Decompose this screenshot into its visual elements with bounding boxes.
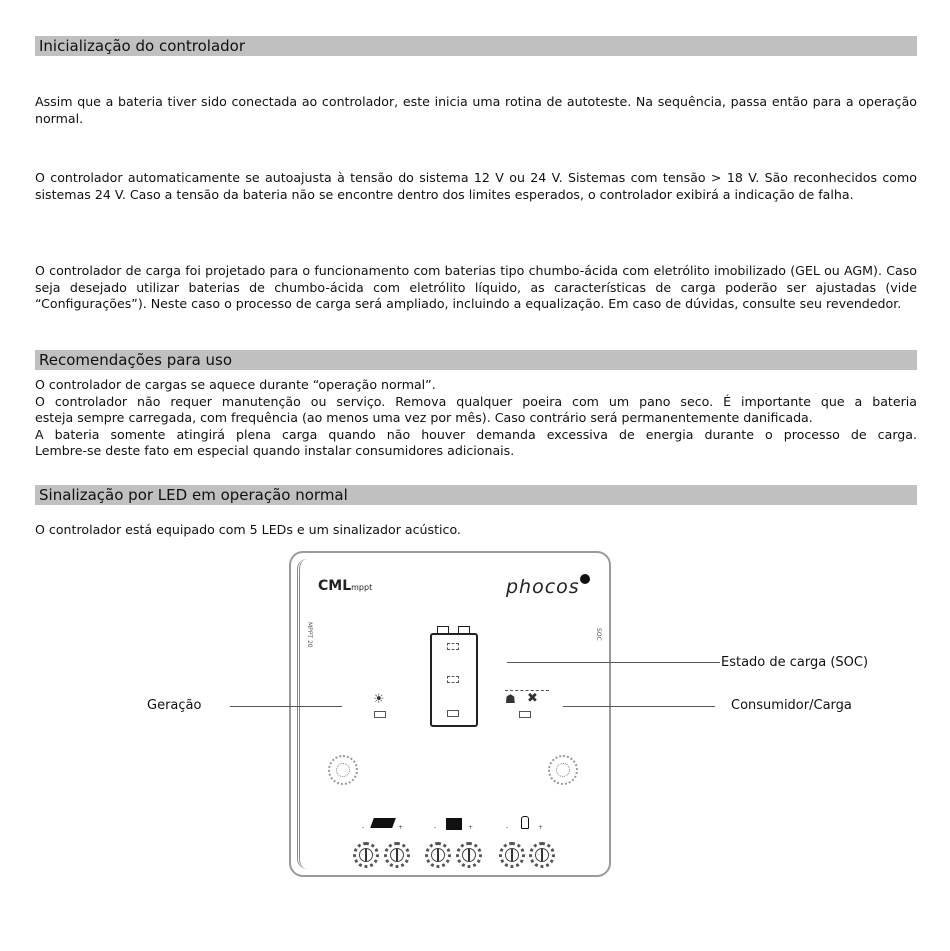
callout-line-load bbox=[563, 706, 715, 707]
load-led bbox=[519, 711, 531, 718]
callout-label-load: Consumidor/Carga bbox=[731, 698, 852, 713]
paragraph-self-test: Assim que a bateria tiver sido conectada ao controlador, este inicia uma rotina de autoteste. Na sequência, passa então para a operação normal. bbox=[35, 94, 917, 126]
battery-terminal-right bbox=[458, 626, 470, 633]
recommendation-line: O controlador de cargas se aquece durante “operação normal”. bbox=[35, 377, 436, 392]
terminal-screw-load-plus bbox=[529, 842, 555, 868]
solar-panel-icon bbox=[370, 818, 396, 828]
load-off-icon: ✖ bbox=[527, 691, 538, 706]
side-label-left: MPPT 20 bbox=[306, 622, 313, 648]
brand-dot-icon bbox=[580, 574, 590, 584]
brand-model-text: CML bbox=[318, 578, 352, 594]
callout-line-generation bbox=[230, 706, 342, 707]
terminal-pv-plus-label: + bbox=[398, 824, 404, 831]
brand-name-logo: phocos bbox=[506, 576, 580, 598]
soc-led-low bbox=[447, 710, 459, 717]
paragraph-voltage-adjust: O controlador automaticamente se autoajusta à tensão do sistema 12 V ou 24 V. Sistemas com tensão > 18 V. São reconhecidos como sistemas 24 V. Caso a tensão da bateria não se encontre dentro dos limites esperados, o controlador exibirá a indicação de falha. bbox=[35, 170, 917, 202]
terminal-battery-minus-label: - bbox=[434, 824, 437, 831]
terminal-screw-load-minus bbox=[499, 842, 525, 868]
load-on-icon: ☗ bbox=[505, 692, 516, 706]
lamp-icon bbox=[521, 816, 529, 829]
terminal-load-minus-label: - bbox=[506, 824, 509, 831]
battery-terminal-left bbox=[437, 626, 449, 633]
recommendation-line: Lembre-se deste fato em especial quando instalar consumidores adicionais. bbox=[35, 443, 515, 458]
section-header-recommendations: Recomendações para uso bbox=[35, 350, 917, 370]
terminal-load-plus-label: + bbox=[538, 824, 544, 831]
callout-label-soc: Estado de carga (SOC) bbox=[721, 655, 869, 670]
paragraph-leds: O controlador está equipado com 5 LEDs e um sinalizador acústico. bbox=[35, 522, 461, 537]
generation-led bbox=[374, 711, 386, 718]
mounting-hole-right bbox=[548, 755, 578, 785]
callout-label-generation: Geração bbox=[147, 698, 202, 713]
terminal-battery-plus-label: + bbox=[468, 824, 474, 831]
terminal-screw-pv-minus bbox=[353, 842, 379, 868]
mounting-hole-left bbox=[328, 755, 358, 785]
sun-icon: ☀ bbox=[373, 692, 385, 707]
brand-model-logo bbox=[318, 578, 372, 594]
soc-led-high bbox=[447, 643, 459, 650]
recommendation-line: O controlador não requer manutenção ou serviço. Remova qualquer poeira com um pano seco. É importante que a bateria bbox=[35, 393, 917, 409]
battery-icon bbox=[446, 818, 462, 830]
paragraph-battery-type: O controlador de carga foi projetado para o funcionamento com baterias tipo chumbo-ácida com eletrólito imobilizado (GEL ou AGM). Caso seja desejado utilizar baterias de chumbo-ácida com eletrólito líquido, as características de carga poderão ser ajustadas (vide “Configurações”). Neste caso o processo de carga será ampliado, incluindo a equalização. Em caso de dúvidas, consulte seu revendedor. bbox=[35, 263, 917, 311]
brand-model-suffix: mppt bbox=[351, 583, 373, 592]
recommendation-line: A bateria somente atingirá plena carga quando não houver demanda excessiva de energia durante o processo de carga. bbox=[35, 426, 917, 442]
section-header-initialization: Inicialização do controlador bbox=[35, 36, 917, 56]
terminal-screw-battery-minus bbox=[425, 842, 451, 868]
terminal-screw-pv-plus bbox=[384, 842, 410, 868]
recommendations-text bbox=[35, 377, 917, 460]
recommendation-line: esteja sempre carregada, com frequência (ao menos uma vez por mês). Caso contrário será permanentemente danificada. bbox=[35, 410, 813, 425]
soc-led-mid bbox=[447, 676, 459, 683]
callout-line-soc bbox=[507, 662, 720, 663]
section-header-led-signaling: Sinalização por LED em operação normal bbox=[35, 485, 917, 505]
terminal-pv-minus-label: - bbox=[362, 824, 365, 831]
side-label-right: SOC bbox=[595, 628, 602, 641]
terminal-screw-battery-plus bbox=[456, 842, 482, 868]
